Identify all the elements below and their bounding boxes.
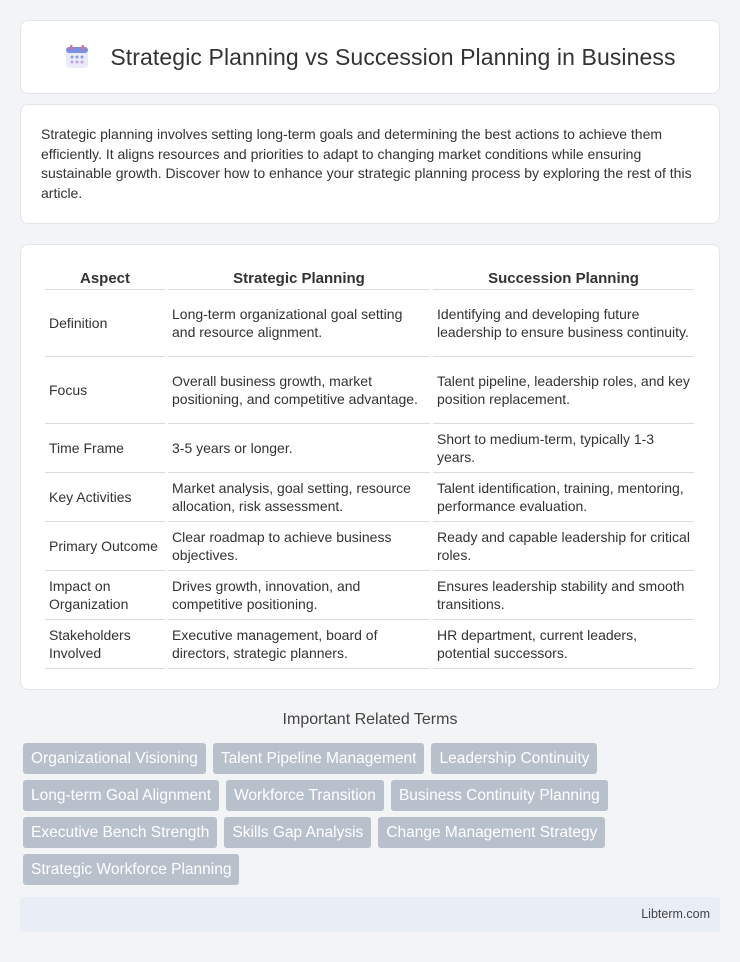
related-term-tag[interactable]: Organizational Visioning — [23, 743, 206, 774]
table-row — [45, 473, 694, 522]
related-term-tag[interactable]: Talent Pipeline Management — [213, 743, 425, 774]
related-term-tag[interactable]: Strategic Workforce Planning — [23, 854, 239, 885]
cell-aspect: Definition — [45, 290, 165, 357]
related-terms-title: Important Related Terms — [282, 711, 458, 728]
related-term-tag[interactable]: Skills Gap Analysis — [224, 817, 371, 848]
header-succession-planning: Succession Planning — [433, 263, 694, 290]
header-strategic-planning: Strategic Planning — [168, 263, 430, 290]
comparison-table-card — [20, 244, 720, 690]
cell-succession: HR department, current leaders, potential successors. — [433, 620, 694, 669]
comparison-table — [42, 263, 697, 669]
cell-succession: Identifying and developing future leadership to ensure business continuity. — [433, 290, 694, 357]
table-row — [45, 571, 694, 620]
cell-aspect: Primary Outcome — [45, 522, 165, 571]
footer — [20, 897, 720, 932]
cell-succession: Short to medium-term, typically 1-3 years. — [433, 424, 694, 473]
cell-strategic: Overall business growth, market positioning, and competitive advantage. — [168, 357, 430, 424]
page-title: Strategic Planning vs Succession Planning in Business — [110, 43, 676, 70]
calendar-icon — [64, 44, 90, 70]
related-term-tag[interactable]: Workforce Transition — [226, 780, 384, 811]
cell-aspect: Time Frame — [45, 424, 165, 473]
cell-aspect: Focus — [45, 357, 165, 424]
cell-succession: Talent identification, training, mentoring, performance evaluation. — [433, 473, 694, 522]
cell-strategic: Executive management, board of directors, strategic planners. — [168, 620, 430, 669]
intro-text: Strategic planning involves setting long-term goals and determining the best actions to achieve them efficiently. It aligns resources and priorities to adapt to changing market conditions while ensuring sustainable growth. Discover how to enhance your strategic planning process by exploring the rest of this article. — [41, 126, 692, 201]
cell-strategic: 3-5 years or longer. — [168, 424, 430, 473]
intro-card — [20, 104, 720, 224]
related-term-tag[interactable]: Business Continuity Planning — [391, 780, 608, 811]
header-aspect: Aspect — [45, 263, 165, 290]
cell-succession: Talent pipeline, leadership roles, and key position replacement. — [433, 357, 694, 424]
cell-aspect: Impact on Organization — [45, 571, 165, 620]
cell-strategic: Market analysis, goal setting, resource allocation, risk assessment. — [168, 473, 430, 522]
related-term-tag[interactable]: Long-term Goal Alignment — [23, 780, 219, 811]
cell-strategic: Clear roadmap to achieve business objectives. — [168, 522, 430, 571]
header-card — [20, 20, 720, 94]
cell-aspect: Stakeholders Involved — [45, 620, 165, 669]
related-term-tag[interactable]: Executive Bench Strength — [23, 817, 217, 848]
cell-aspect: Key Activities — [45, 473, 165, 522]
table-header-row — [45, 263, 694, 290]
table-row — [45, 620, 694, 669]
related-terms-list — [23, 743, 723, 891]
cell-strategic: Drives growth, innovation, and competitive positioning. — [168, 571, 430, 620]
table-row — [45, 424, 694, 473]
cell-strategic: Long-term organizational goal setting and resource alignment. — [168, 290, 430, 357]
cell-succession: Ensures leadership stability and smooth transitions. — [433, 571, 694, 620]
cell-succession: Ready and capable leadership for critical roles. — [433, 522, 694, 571]
footer-source-link[interactable]: Libterm.com — [641, 907, 710, 921]
table-row — [45, 357, 694, 424]
table-row — [45, 290, 694, 357]
table-row — [45, 522, 694, 571]
related-term-tag[interactable]: Leadership Continuity — [431, 743, 597, 774]
related-term-tag[interactable]: Change Management Strategy — [378, 817, 605, 848]
